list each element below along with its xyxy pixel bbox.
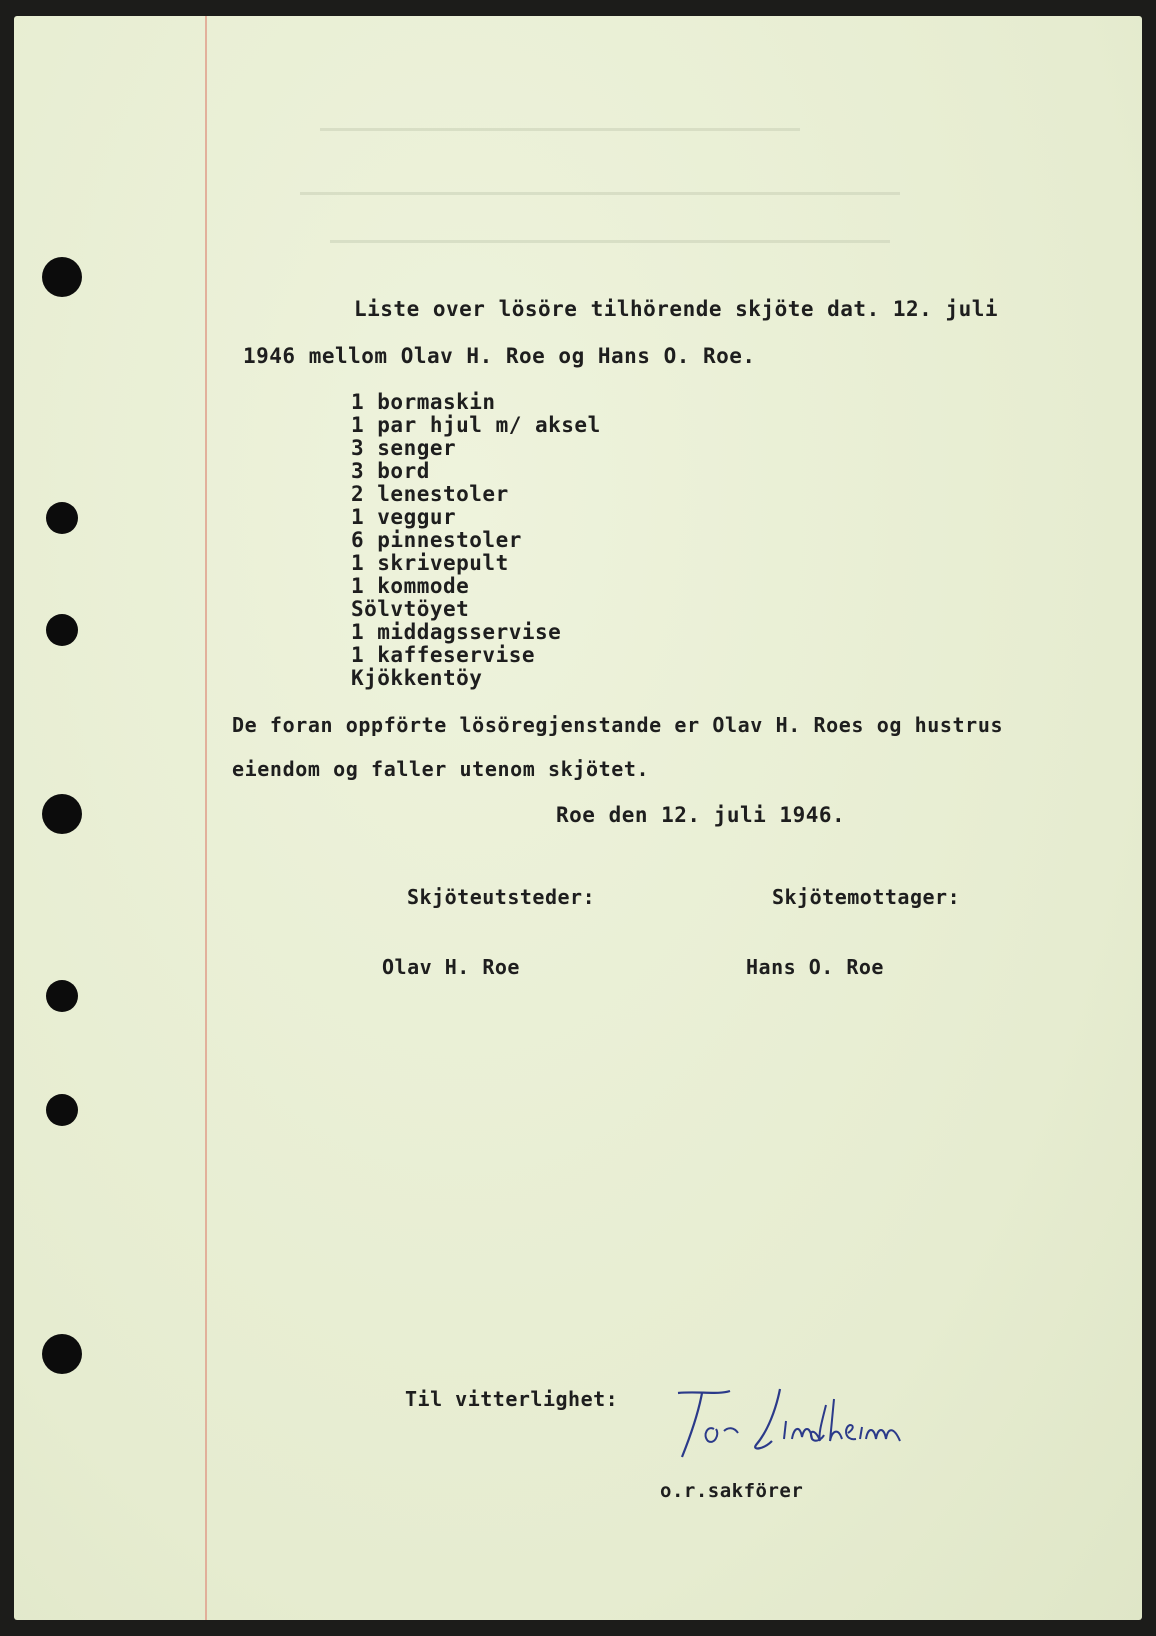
heading-line-1: Liste over lösöre tilhörende skjöte dat. 12. juli <box>354 297 999 321</box>
list-item: 1 kommode <box>351 574 470 598</box>
heading-line-2: 1946 mellom Olav H. Roe og Hans O. Roe. <box>243 344 756 368</box>
list-item: 3 bord <box>351 459 430 483</box>
margin-rule <box>205 16 207 1620</box>
punch-hole-icon <box>46 1094 78 1126</box>
list-item: 2 lenestoler <box>351 482 509 506</box>
punch-hole-icon <box>46 614 78 646</box>
punch-hole-icon <box>42 1334 82 1374</box>
list-item: 1 skrivepult <box>351 551 509 575</box>
punch-hole-icon <box>42 794 82 834</box>
witness-label: Til vitterlighet: <box>405 1387 619 1411</box>
bleed-through-mark <box>300 192 900 195</box>
punch-hole-icon <box>46 502 78 534</box>
list-item: Sölvtöyet <box>351 597 470 621</box>
handwritten-signature <box>668 1385 918 1465</box>
punch-hole-icon <box>42 257 82 297</box>
statement-line-1: De foran oppförte lösöregjenstande er Olav H. Roes og hustrus <box>232 713 1004 737</box>
list-item: 1 middagsservise <box>351 620 562 644</box>
issuer-label: Skjöteutsteder: <box>407 885 596 909</box>
list-item: Kjökkentöy <box>351 666 483 690</box>
list-item: 3 senger <box>351 436 457 460</box>
receiver-name: Hans O. Roe <box>746 955 884 979</box>
list-item: 1 kaffeservise <box>351 643 536 667</box>
bleed-through-mark <box>330 240 890 243</box>
receiver-label: Skjötemottager: <box>772 885 961 909</box>
place-date: Roe den 12. juli 1946. <box>556 803 846 827</box>
list-item: 1 par hjul m/ aksel <box>351 413 601 437</box>
list-item: 6 pinnestoler <box>351 528 522 552</box>
issuer-name: Olav H. Roe <box>382 955 520 979</box>
statement-line-2: eiendom og faller utenom skjötet. <box>232 757 650 781</box>
punch-hole-icon <box>46 980 78 1012</box>
witness-title: o.r.sakförer <box>660 1480 804 1502</box>
list-item: 1 bormaskin <box>351 390 496 414</box>
list-item: 1 veggur <box>351 505 457 529</box>
bleed-through-mark <box>320 128 800 131</box>
